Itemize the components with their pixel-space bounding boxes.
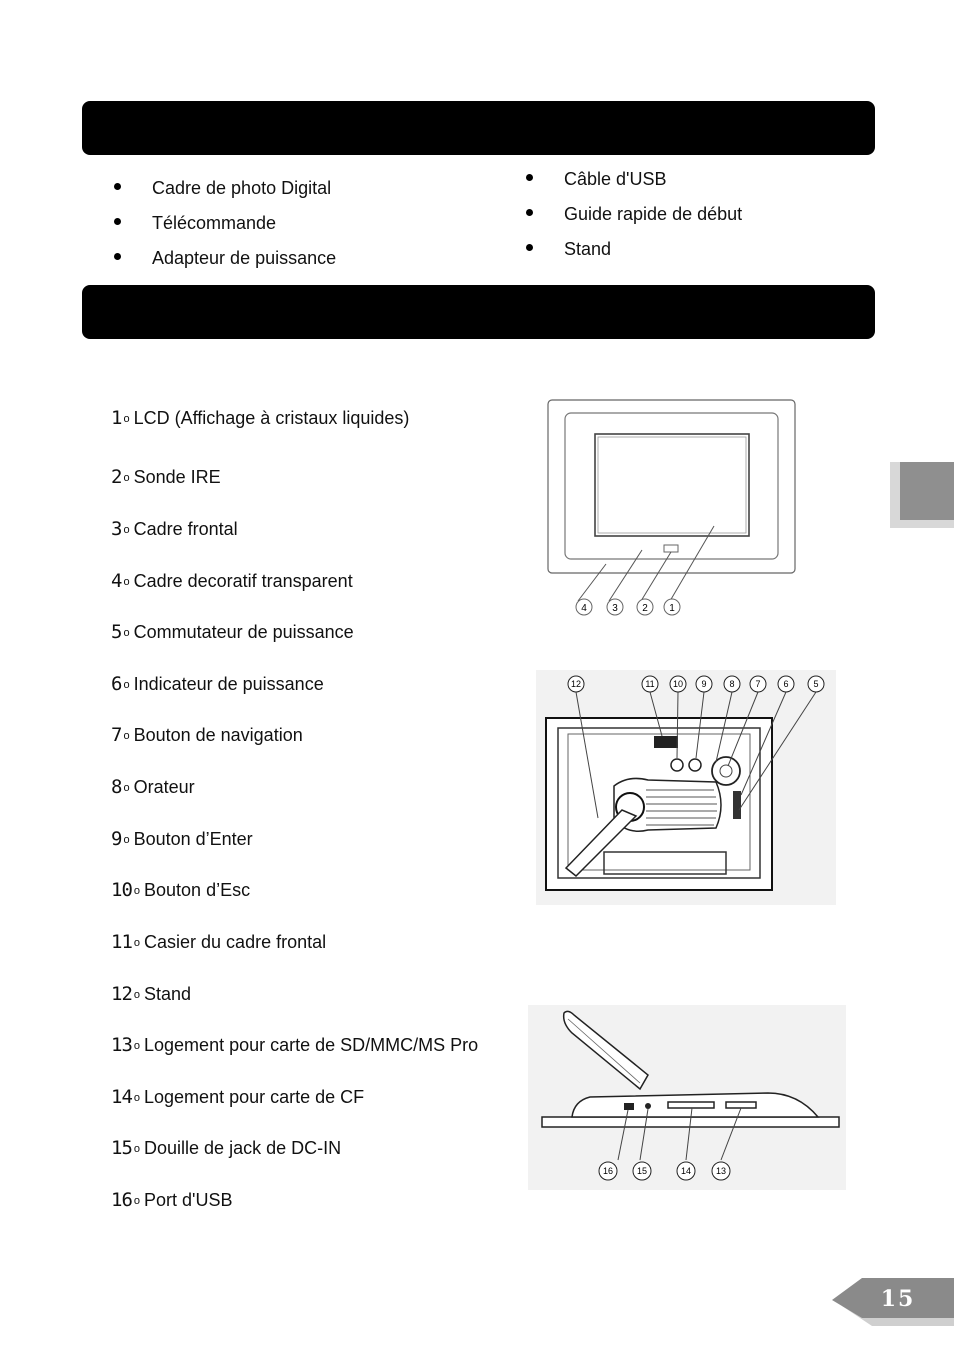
svg-text:7: 7 [755,679,761,689]
list-item [114,212,336,247]
part-number: 1 [111,407,122,429]
part-item: 3 o Cadre frontal [111,518,238,540]
part-number: 5 [111,621,122,643]
part-label: Sonde IRE [133,467,221,487]
part-number: 8 [111,776,122,798]
bullet-icon [526,174,533,181]
part-label: Indicateur de puissance [133,674,324,694]
callout-16 [599,1162,617,1180]
part-number: 4 [111,570,122,592]
part-item: 5 o Commutateur de puissance [111,621,354,643]
part-item: 13 o Logement pour carte de SD/MMC/MS Pro [111,1034,479,1056]
part-label: Port d'USB [144,1190,233,1210]
part-item: 2 o Sonde IRE [111,466,221,488]
callout-8 [724,676,740,692]
svg-text:15: 15 [636,1166,648,1176]
part-label: Casier du cadre frontal [144,932,327,952]
callout-11 [642,676,658,692]
part-label: Commutateur de puissance [133,622,354,642]
part-item: 8 o Orateur [111,776,195,798]
part-label: Stand [144,984,192,1004]
svg-text:4: 4 [581,603,587,614]
list-item [114,247,336,282]
part-item: 6 o Indicateur de puissance [111,673,324,695]
svg-text:2: 2 [642,603,648,614]
part-item: 7 o Bouton de navigation [111,724,303,746]
svg-text:6: 6 [783,679,789,689]
list-item-label: Guide rapide de début [564,204,743,224]
page-number: 15 [880,1286,916,1312]
svg-text:9: 9 [701,679,707,689]
list-item-label: Télécommande [152,213,277,233]
part-label: Logement pour carte de CF [144,1087,365,1107]
part-label: Douille de jack de DC-IN [144,1138,342,1158]
part-item: 10 o Bouton d’Esc [111,879,251,901]
svg-text:5: 5 [813,679,819,689]
part-number: 3 [111,518,122,540]
part-number: 11 [111,931,132,953]
svg-text:1: 1 [669,603,675,614]
part-number: 9 [111,828,122,850]
list-item-label: Stand [564,239,612,259]
callout-2 [637,599,653,615]
part-label: Bouton de navigation [133,725,303,745]
part-number: 14 [111,1086,132,1108]
part-item: 15 o Douille de jack de DC-IN [111,1137,342,1159]
callout-14 [677,1162,695,1180]
svg-text:13: 13 [715,1166,727,1176]
part-number: 16 [111,1189,132,1211]
svg-text:8: 8 [729,679,735,689]
bullet-icon [526,244,533,251]
part-label: Bouton d’Esc [144,880,251,900]
callout-6 [778,676,794,692]
svg-text:11: 11 [645,679,655,689]
front-view-figure [540,395,802,625]
svg-text:12: 12 [570,679,582,689]
callout-3 [607,599,623,615]
part-number: 12 [111,983,132,1005]
part-item: 1 o LCD (Affichage à cristaux liquides) [111,407,410,429]
callout-13 [712,1162,730,1180]
svg-text:10: 10 [672,679,684,689]
part-item: 11 o Casier du cadre frontal [111,931,327,953]
bullet-icon [114,218,121,225]
chapter-tab [890,462,954,528]
section-header-bar-parts [82,285,875,339]
list-item [526,238,742,273]
part-label: Cadre frontal [133,519,238,539]
side-view-figure [528,1005,846,1190]
callout-4 [576,599,592,615]
svg-text:14: 14 [680,1166,692,1176]
part-label: Orateur [133,777,195,797]
part-item: 9 o Bouton d’Enter [111,828,253,850]
list-item-label: Câble d'USB [564,169,667,189]
part-label: Logement pour carte de SD/MMC/MS Pro [144,1035,479,1055]
list-item [526,203,742,238]
callout-7 [750,676,766,692]
callout-1 [664,599,680,615]
part-label: LCD (Affichage à cristaux liquides) [133,408,410,428]
callout-10 [670,676,686,692]
callout-12 [568,676,584,692]
bullet-icon [114,253,121,260]
part-number: 2 [111,466,122,488]
list-item-label: Cadre de photo Digital [152,178,332,198]
package-contents-right [526,168,742,273]
part-label: Bouton d’Enter [133,829,253,849]
bullet-icon [114,183,121,190]
part-item: 16 o Port d'USB [111,1189,233,1211]
list-item [114,177,336,212]
section-header-bar-contents [82,101,875,155]
list-item-label: Adapteur de puissance [152,248,337,268]
page-number-badge [830,1278,954,1328]
part-item: 4 o Cadre decoratif transparent [111,570,353,592]
part-number: 13 [111,1034,132,1056]
callout-5 [808,676,824,692]
part-label: Cadre decoratif transparent [133,571,353,591]
bullet-icon [526,209,533,216]
svg-text:16: 16 [602,1166,614,1176]
part-item: 14 o Logement pour carte de CF [111,1086,365,1108]
callout-9 [696,676,712,692]
part-number: 15 [111,1137,132,1159]
part-number: 10 [111,879,132,901]
back-view-figure [536,670,836,905]
part-number: 7 [111,724,122,746]
part-number: 6 [111,673,122,695]
list-item [526,168,742,203]
part-item: 12 o Stand [111,983,192,1005]
svg-text:3: 3 [612,603,618,614]
callout-15 [633,1162,651,1180]
package-contents-left [114,177,336,282]
